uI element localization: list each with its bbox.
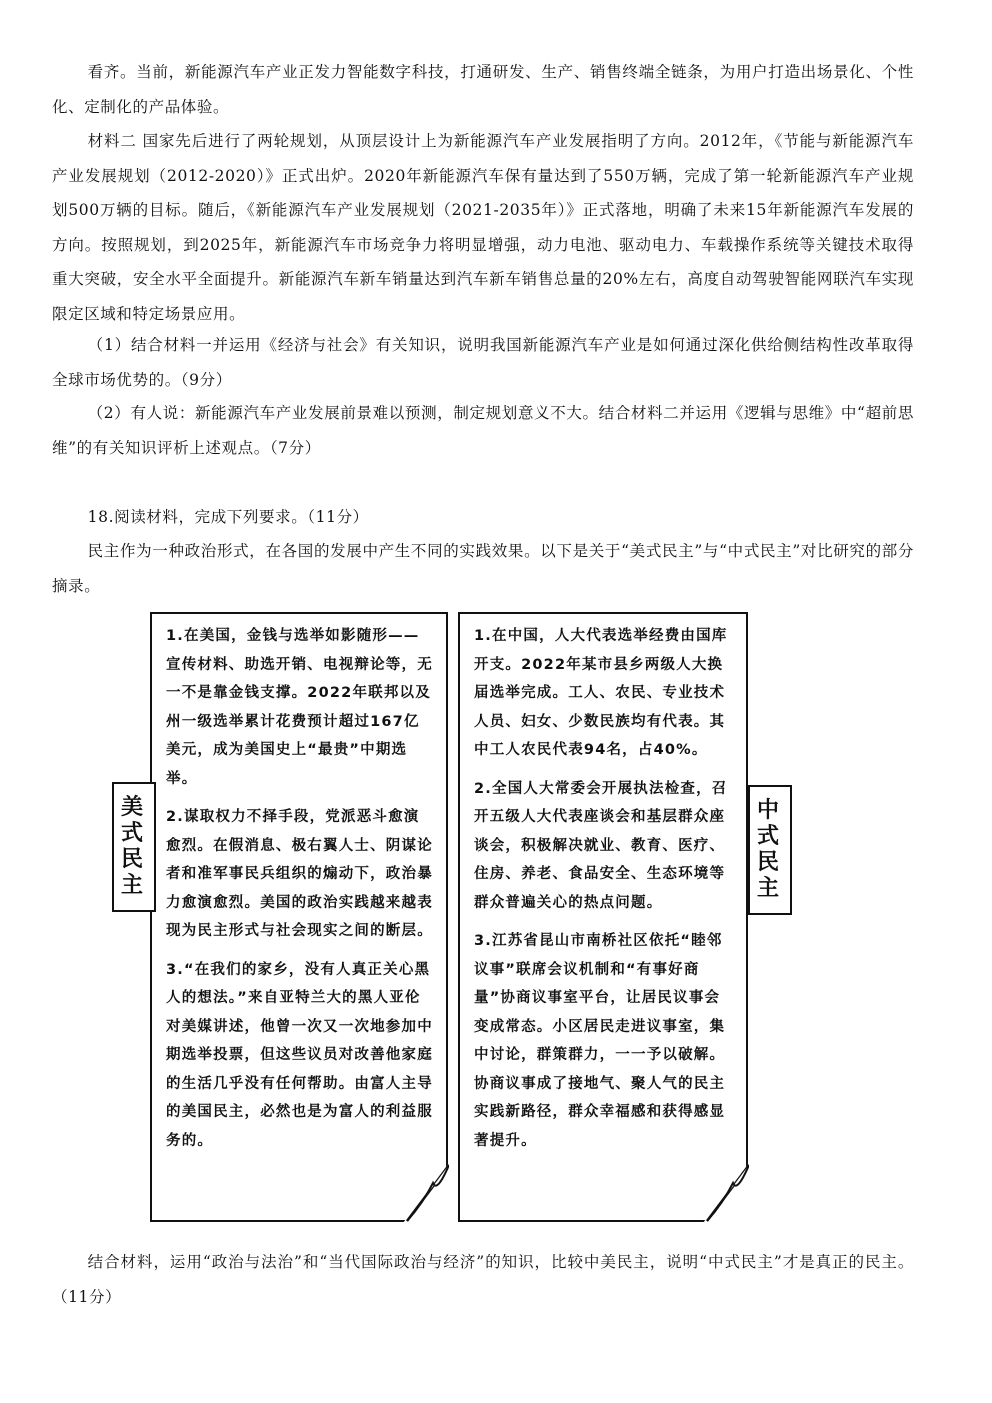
- question-18-intro: 民主作为一种政治形式，在各国的发展中产生不同的实践效果。以下是关于“美式民主”与“中式民主”对比研究的部分摘录。: [52, 542, 914, 595]
- us-item-2: 2.谋取权力不择手段，党派恶斗愈演愈烈。在假消息、极右翼人士、阴谋论者和准军事民兵组织的煽动下，政治暴力愈演愈烈。美国的政治实践越来越表现为民主形式与社会现实之间的断层。: [166, 809, 433, 939]
- question-18-task: 结合材料，运用“政治与法治”和“当代国际政治与经济”的知识，比较中美民主，说明“中式民主”才是真正的民主。（11分）: [52, 1253, 914, 1306]
- us-democracy-label: [112, 782, 156, 912]
- china-label-line-2: 民主: [756, 850, 783, 901]
- material-two-paragraph: 材料二 国家先后进行了两轮规划，从顶层设计上为新能源汽车产业发展指明了方向。2012年，《节能与新能源汽车产业发展规划（2012-2020）》正式出炉。2020年新能源汽车保有量达到了550万辆，完成了第一轮新能源汽车产业规划500万辆的目标。随后，《新能源汽车产业发展规划（2021-2035年）》正式落地，明确了未来15年新能源汽车发展的方向。按照规划，到2025年，新能源汽车市场竞争力将明显增强，动力电池、驱动电力、车载操作系统等关键技术取得重大突破，安全水平全面提升。新能源汽车新车销量达到汽车新车销售总量的20%左右，高度自动驾驶智能网联汽车实现限定区域和特定场景应用。: [52, 132, 914, 323]
- china-democracy-card: [458, 612, 748, 1222]
- us-item-3: 3.“在我们的家乡，没有人真正关心黑人的想法。”来自亚特兰大的黑人亚伦对美媒讲述，他曾一次又一次地参加中期选举投票，但这些议员对改善他家庭的生活几乎没有任何帮助。由富人主导的美国民主，必然也是为富人的利益服务的。: [166, 961, 433, 1149]
- us-label-line-1: 美式: [120, 795, 147, 846]
- china-democracy-label: [748, 785, 792, 915]
- us-label-line-2: 民主: [120, 847, 147, 898]
- us-item-1: 1.在美国，金钱与选举如影随形——宣传材料、助选开销、电视辩论等，无一不是靠金钱支撑。2022年联邦以及州一级选举累计花费预计超过167亿美元，成为美国史上“最贵”中期选举。: [166, 628, 433, 787]
- question-17-2: （2）有人说：新能源汽车产业发展前景难以预测，制定规划意义不大。结合材料二并运用《逻辑与思维》中“超前思维”的有关知识评析上述观点。（7分）: [52, 404, 914, 457]
- continued-paragraph: 看齐。当前，新能源汽车产业正发力智能数字科技，打通研发、生产、销售终端全链条，为用户打造出场景化、个性化、定制化的产品体验。: [52, 63, 914, 116]
- china-item-1: 1.在中国，人大代表选举经费由国库开支。2022年某市县乡两级人大换届选举完成。工人、农民、专业技术人员、妇女、少数民族均有代表。其中工人农民代表94名，占40%。: [474, 628, 728, 758]
- page-curl-icon: [403, 1163, 449, 1223]
- china-label-line-1: 中式: [756, 798, 783, 849]
- us-democracy-card: [150, 612, 448, 1222]
- china-item-2: 2.全国人大常委会开展执法检查，召开五级人大代表座谈会和基层群众座谈会，积极解决就业、教育、医疗、住房、养老、食品安全、生态环境等群众普遍关心的热点问题。: [474, 780, 728, 911]
- page-curl-icon: [703, 1163, 749, 1223]
- question-18-title: 18.阅读材料，完成下列要求。（11分）: [87, 508, 369, 526]
- china-item-3: 3.江苏省昆山市南桥社区依托“睦邻议事”联席会议机制和“有事好商量”协商议事室平台，让居民议事会变成常态。小区居民走进议事室，集中讨论，群策群力，一一予以破解。协商议事成了接地气、聚人气的民主实践新路径，群众幸福感和获得感显著提升。: [474, 933, 726, 1149]
- question-17-1: （1）结合材料一并运用《经济与社会》有关知识，说明我国新能源汽车产业是如何通过深化供给侧结构性改革取得全球市场优势的。（9分）: [52, 336, 914, 389]
